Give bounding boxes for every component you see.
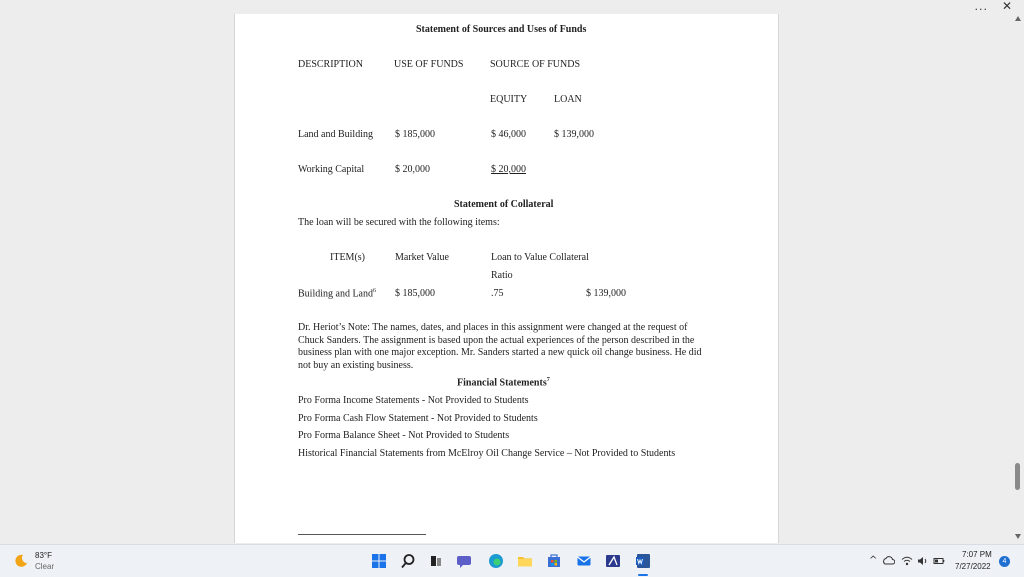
chat-icon[interactable] <box>457 553 473 569</box>
funds-row-equity: $ 20,000 <box>491 164 526 175</box>
collateral-row-market-value: $ 185,000 <box>395 288 435 299</box>
show-hidden-icons-icon[interactable]: ^ <box>869 555 878 566</box>
header-use-of-funds: USE OF FUNDS <box>394 59 464 70</box>
financial-title: Financial Statements$^7$ <box>457 377 550 389</box>
clock-time: 7:07 PM <box>962 550 992 559</box>
pdf-editor-icon[interactable] <box>605 553 621 569</box>
windows-start-icon[interactable] <box>371 553 387 569</box>
battery-icon[interactable] <box>933 555 945 567</box>
collateral-row-collateral: $ 139,000 <box>586 288 626 299</box>
task-view-icon[interactable] <box>428 553 444 569</box>
financial-item: Pro Forma Cash Flow Statement - Not Provided to Students <box>298 413 538 424</box>
file-explorer-icon[interactable] <box>517 553 533 569</box>
header-loan: LOAN <box>554 94 582 105</box>
store-icon[interactable] <box>546 553 562 569</box>
scroll-down-arrow[interactable] <box>1015 534 1021 539</box>
financial-item: Pro Forma Income Statements - Not Provided to Students <box>298 395 529 406</box>
clock-date: 7/27/2022 <box>955 562 991 571</box>
funds-row-description: Working Capital <box>298 164 365 175</box>
author-note: Dr. Heriot’s Note: The names, dates, and places in this assignment were changed at the request of Chuck Sanders. The assignment is based upon the actual experiences of the person described in the business plan with one major exception. Mr. Sanders started a new quick oil change business. He did not buy an existing business. <box>298 322 702 371</box>
collateral-header-ratio: Ratio <box>491 270 513 281</box>
wifi-icon[interactable] <box>901 555 913 567</box>
weather-condition: Clear <box>35 562 55 571</box>
close-button[interactable]: ✕ <box>1001 0 1012 13</box>
collateral-row-ratio: .75 <box>491 288 504 299</box>
funds-row-use: $ 185,000 <box>395 129 435 140</box>
footnote-separator <box>298 534 426 535</box>
collateral-title: Statement of Collateral <box>454 199 554 210</box>
search-icon[interactable] <box>400 553 416 569</box>
collateral-row-item: Building and Land$^6$ <box>298 288 376 300</box>
header-equity: EQUITY <box>490 94 528 105</box>
weather-temperature: 83°F <box>35 551 52 560</box>
more-options-button[interactable]: ... <box>974 0 988 13</box>
word-icon[interactable] <box>635 553 651 569</box>
collateral-header-ltv: Loan to Value Collateral <box>491 252 589 263</box>
funds-row-loan: $ 139,000 <box>554 129 594 140</box>
notification-badge[interactable]: 4 <box>999 556 1010 567</box>
scrollbar-thumb[interactable] <box>1015 463 1020 490</box>
edge-browser-icon[interactable] <box>488 553 504 569</box>
scroll-up-arrow[interactable] <box>1015 16 1021 21</box>
volume-icon[interactable] <box>917 555 929 567</box>
funds-row-equity: $ 46,000 <box>491 129 526 140</box>
taskbar <box>0 544 1024 577</box>
header-description: DESCRIPTION <box>298 59 364 70</box>
funds-row-use: $ 20,000 <box>395 164 430 175</box>
sources-title: Statement of Sources and Uses of Funds <box>416 24 587 35</box>
header-source-of-funds: SOURCE OF FUNDS <box>490 59 581 70</box>
document-page <box>234 14 779 543</box>
collateral-header-market-value: Market Value <box>395 252 449 263</box>
financial-item: Historical Financial Statements from McElroy Oil Change Service – Not Provided to Students <box>298 448 676 459</box>
collateral-header-items: ITEM(s) <box>330 252 365 263</box>
footnote-marker: 6 <box>373 288 376 294</box>
funds-row-description: Land and Building <box>298 129 373 140</box>
footnote-marker: 7 <box>546 377 550 383</box>
mail-icon[interactable] <box>576 553 592 569</box>
financial-item: Pro Forma Balance Sheet - Not Provided to Students <box>298 430 510 441</box>
moon-icon <box>14 554 28 568</box>
onedrive-icon[interactable] <box>883 555 895 567</box>
collateral-intro: The loan will be secured with the following items: <box>298 217 500 228</box>
